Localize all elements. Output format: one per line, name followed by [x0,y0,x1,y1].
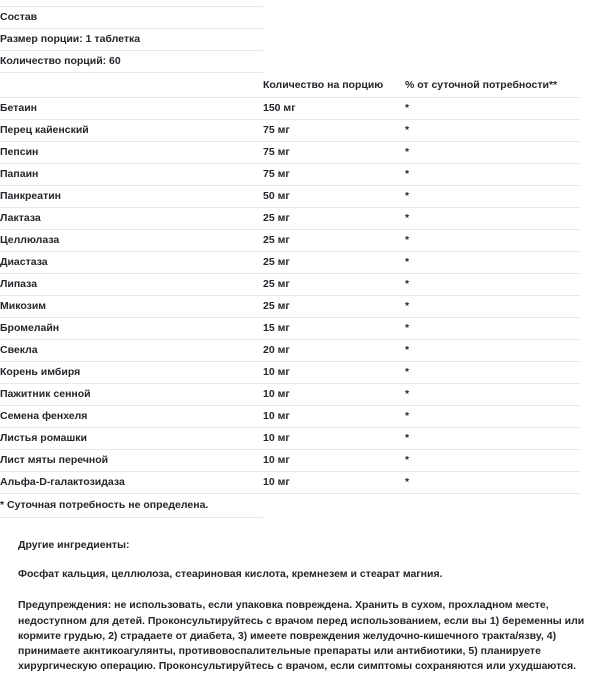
title-spacer-dv [405,7,580,29]
table-row [0,142,580,164]
serving-size-spacer-dv [405,29,580,51]
servings-per-container-text: Количество порций: 60 [0,51,263,73]
ingredient-name: Семена фенхеля [0,406,263,428]
daily-value-footnote: * Суточная потребность не определена. [0,494,263,518]
table-row [0,296,580,318]
table-row-footnote [0,494,580,518]
ingredient-daily-value: * [405,318,580,340]
column-header-name [0,73,263,98]
table-row-serving-size [0,29,580,51]
ingredient-name: Пажитник сенной [0,384,263,406]
warnings-text: Предупреждения: не использовать, если упаковка повреждена. Хранить в сухом, прохладном месте, недоступном для детей. Проконсультируйтесь с врачом перед использованием, если вы 1) беременны или кормите грудью, 2) страдаете от диабета, 3) имеете повреждения желудочно-кишечного тракта/язву, 4) принимаете акнтикоагулянты, противовоспалительные препараты или антибиотики, 5) планируете хирургическую операцию. Проконсультируйтесь с врачом, если симптомы сохраняются или ухудшаются. [18,599,585,673]
table-row [0,230,580,252]
footnote-spacer-amount [263,494,405,518]
ingredient-daily-value: * [405,208,580,230]
ingredient-daily-value: * [405,252,580,274]
table-row [0,252,580,274]
table-row [0,274,580,296]
table-header-row [0,73,580,98]
ingredient-amount: 25 мг [263,208,405,230]
ingredient-name: Липаза [0,274,263,296]
other-ingredients-title: Другие ингредиенты: [18,539,130,551]
ingredient-daily-value: * [405,186,580,208]
ingredient-amount: 150 мг [263,98,405,120]
serving-size-spacer-amount [263,29,405,51]
table-row [0,428,580,450]
ingredient-daily-value: * [405,362,580,384]
table-row [0,98,580,120]
ingredient-daily-value: * [405,98,580,120]
table-body [0,0,580,98]
ingredient-name: Пепсин [0,142,263,164]
ingredient-name: Бромелайн [0,318,263,340]
table-row [0,186,580,208]
table-row [0,208,580,230]
ingredient-name: Листья ромашки [0,428,263,450]
other-ingredients-body: Фосфат кальция, целлюлоза, стеариновая кислота, кремнезем и стеарат магния. [18,568,443,581]
ingredient-name: Лист мяты перечной [0,450,263,472]
table-row [0,472,580,494]
ingredient-amount: 10 мг [263,472,405,494]
ingredient-name: Свекла [0,340,263,362]
serving-size-text: Размер порции: 1 таблетка [0,29,263,51]
ingredient-name: Корень имбиря [0,362,263,384]
table-row-servings-count [0,51,580,73]
table-row [0,340,580,362]
ingredient-name: Папаин [0,164,263,186]
ingredient-daily-value: * [405,340,580,362]
column-header-daily-value: % от суточной потребности** [405,73,580,98]
ingredient-amount: 10 мг [263,362,405,384]
ingredient-name: Диастаза [0,252,263,274]
table-row [0,120,580,142]
ingredient-amount: 15 мг [263,318,405,340]
ingredient-daily-value: * [405,428,580,450]
ingredient-daily-value: * [405,274,580,296]
ingredient-daily-value: * [405,230,580,252]
ingredient-amount: 10 мг [263,406,405,428]
table-row-title [0,7,580,29]
footnote-spacer-dv [405,494,580,518]
ingredient-amount: 25 мг [263,296,405,318]
ingredient-name: Панкреатин [0,186,263,208]
page-title: Состав [0,7,263,29]
ingredient-amount: 25 мг [263,252,405,274]
table-row [0,318,580,340]
ingredient-amount: 20 мг [263,340,405,362]
ingredient-name: Лактаза [0,208,263,230]
title-spacer-amount [263,7,405,29]
ingredient-rows-body [0,98,580,494]
ingredient-daily-value: * [405,296,580,318]
ingredient-amount: 75 мг [263,120,405,142]
ingredient-name: Микозим [0,296,263,318]
footnote-body [0,494,580,518]
servings-spacer-amount [263,51,405,73]
ingredient-amount: 10 мг [263,450,405,472]
table-row [0,164,580,186]
ingredient-amount: 50 мг [263,186,405,208]
ingredient-amount: 10 мг [263,384,405,406]
servings-spacer-dv [405,51,580,73]
ingredient-name: Бетаин [0,98,263,120]
ingredient-daily-value: * [405,164,580,186]
ingredient-amount: 10 мг [263,428,405,450]
ingredient-daily-value: * [405,384,580,406]
ingredient-amount: 25 мг [263,230,405,252]
ingredient-daily-value: * [405,406,580,428]
ingredient-name: Альфа-D-галактозидаза [0,472,263,494]
ingredient-name: Перец кайенский [0,120,263,142]
table-row [0,362,580,384]
table-row [0,450,580,472]
column-header-amount-per-serving: Количество на порцию [263,73,405,98]
ingredient-daily-value: * [405,450,580,472]
ingredient-daily-value: * [405,472,580,494]
ingredient-amount: 25 мг [263,274,405,296]
ingredient-daily-value: * [405,120,580,142]
ingredient-daily-value: * [405,142,580,164]
table-row [0,384,580,406]
table-row [0,406,580,428]
ingredient-amount: 75 мг [263,164,405,186]
ingredient-name: Целлюлаза [0,230,263,252]
ingredient-amount: 75 мг [263,142,405,164]
